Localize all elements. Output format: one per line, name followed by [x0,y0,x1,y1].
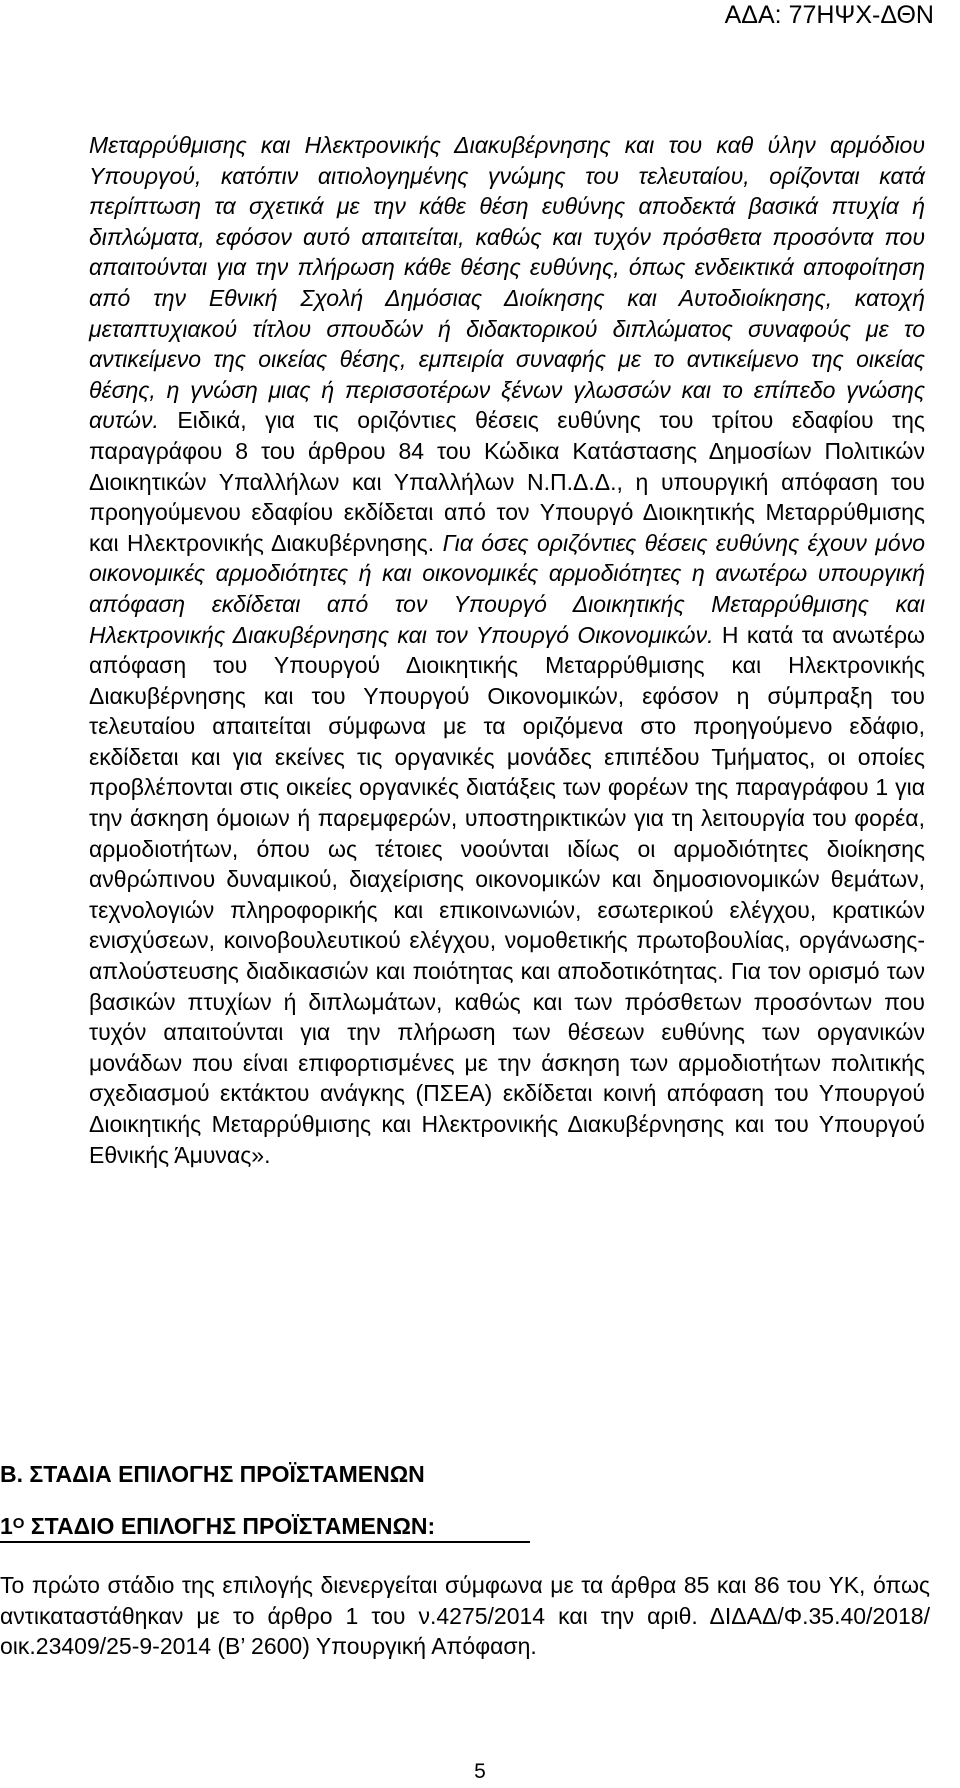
stage-1-paragraph: Το πρώτο στάδιο της επιλογής διενεργείται σύμφωνα με τα άρθρα 85 και 86 του ΥΚ, όπως αντικαταστάθηκαν με το άρθρο 1 του ν.4275/2014 και την αριθ. ΔΙΔΑΔ/Φ.35.40/2018/οικ.23409/25-9-2014 (Β’ 2600) Υπουργική Απόφαση. [0,1572,930,1660]
stage-1-underline [0,1541,530,1543]
section-b-heading: Β. ΣΤΑΔΙΑ ΕΠΙΛΟΓΗΣ ΠΡΟΪΣΤΑΜΕΝΩΝ [0,1461,425,1487]
main-paragraph-upright-2: Η κατά τα ανωτέρω απόφαση του Υπουργού Διοικητικής Μεταρρύθμισης και Ηλεκτρονικής Διακυβέρνησης και του Υπουργού Οικονομικών, εφόσον η σύμπραξη του τελευταίου απαιτείται σύμφωνα με τα οριζόμενα στο προηγούμενο εδάφιο, εκδίδεται και για εκείνες τις οργανικές μονάδες επιπέδου Τμήματος, οι οποίες προβλέπονται στις οικείες οργανικές διατάξεις των φορέων της παραγράφου 1 για την άσκηση όμοιων ή παρεμφερών, υποστηρικτικών για τη λειτουργία του φορέα, αρμοδιοτήτων, όπου ως τέτοιες νοούνται ιδίως οι αρμοδιότητες διοίκησης ανθρώπινου δυναμικού, διαχείρισης οικονομικών και δημοσιονομικών θεμάτων, τεχνολογιών πληροφορικής και επικοινωνιών, εσωτερικού ελέγχου, κρατικών ενισχύσεων, κοινοβουλευτικού ελέγχου, νομοθετικής πρωτοβουλίας, οργάνωσης-απλούστευσης διαδικασιών και ποιότητας και αποδοτικότητας. Για τον ορισμό των βασικών πτυχίων ή διπλωμάτων, καθώς και των πρόσθετων προσόντων που τυχόν απαιτούνται για την πλήρωση των θέσεων ευθύνης των οργανικών μονάδων που είναι επιφορτισμένες με την άσκηση των αρμοδιοτήτων πολιτικής σχεδιασμού εκτάκτου ανάγκης (ΠΣΕΑ) εκδίδεται κοινή απόφαση του Υπουργού Διοικητικής Μεταρρύθμισης και Ηλεκτρονικής Διακυβέρνησης και του Υπουργού Εθνικής Άμυνας». [89,621,926,1168]
ada-code: ΑΔΑ: 77ΗΨΧ-ΔΘΝ [724,1,934,29]
main-paragraph-italic-1: Μεταρρύθμισης και Ηλεκτρονικής Διακυβέρνησης και του καθ ύλην αρμόδιου Υπουργού, κατόπιν αιτιολογημένης γνώμης του τελευταίου, ορίζονται κατά περίπτωση τα σχετικά με την κάθε θέση ευθύνης αποδεκτά βασικά πτυχία ή διπλώματα, εφόσον αυτό απαιτείται, καθώς και τυχόν πρόσθετα προσόντα που απαιτούνται για την πλήρωση κάθε θέσης ευθύνης, όπως ενδεικτικά αποφοίτηση από την Εθνική Σχολή Δημόσιας Διοίκησης και Αυτοδιοίκησης, κατοχή μεταπτυχιακού τίτλου σπουδών ή διδακτορικού διπλώματος συναφούς με το αντικείμενο της οικείας θέσης, εμπειρία συναφής με το αντικείμενο της οικείας θέσης, η γνώση μιας ή περισσοτέρων ξένων γλωσσών και το επίπεδο γνώσης αυτών. [89,132,925,434]
main-paragraph-upright-1: Ειδικά, για τις οριζόντιες θέσεις ευθύνης του τρίτου εδαφίου της παραγράφου 8 του άρθρου 84 του Κώδικα Κατάστασης Δημοσίων Πολιτικών Διοικητικών Υπαλλήλων και Υπαλλήλων Ν.Π.Δ.Δ., η υπουργική απόφαση του προηγούμενου εδαφίου εκδίδεται από τον Υπουργό Διοικητικής Μεταρρύθμισης και Ηλεκτρονικής Διακυβέρνησης. [89,407,925,556]
page-number: 5 [474,1760,486,1783]
main-paragraph [89,130,925,1170]
stage-1-superscript: Ο [12,1515,25,1532]
stage-1-number: 1 [0,1513,13,1539]
stage-1-heading [0,1510,530,1543]
main-paragraph-italic-2: Για όσες οριζόντιες θέσεις ευθύνης έχουν μόνο οικονομικές αρμοδιότητες ή και οικονομικές αρμοδιότητες η ανωτέρω υπουργική απόφαση εκδίδεται από τον Υπουργό Διοικητικής Μεταρρύθμισης και Ηλεκτρονικής Διακυβέρνησης και τον Υπουργό Οικονομικών. [89,529,925,648]
stage-1-title: ΣΤΑΔΙΟ ΕΠΙΛΟΓΗΣ ΠΡΟΪΣΤΑΜΕΝΩΝ: [24,1513,436,1539]
